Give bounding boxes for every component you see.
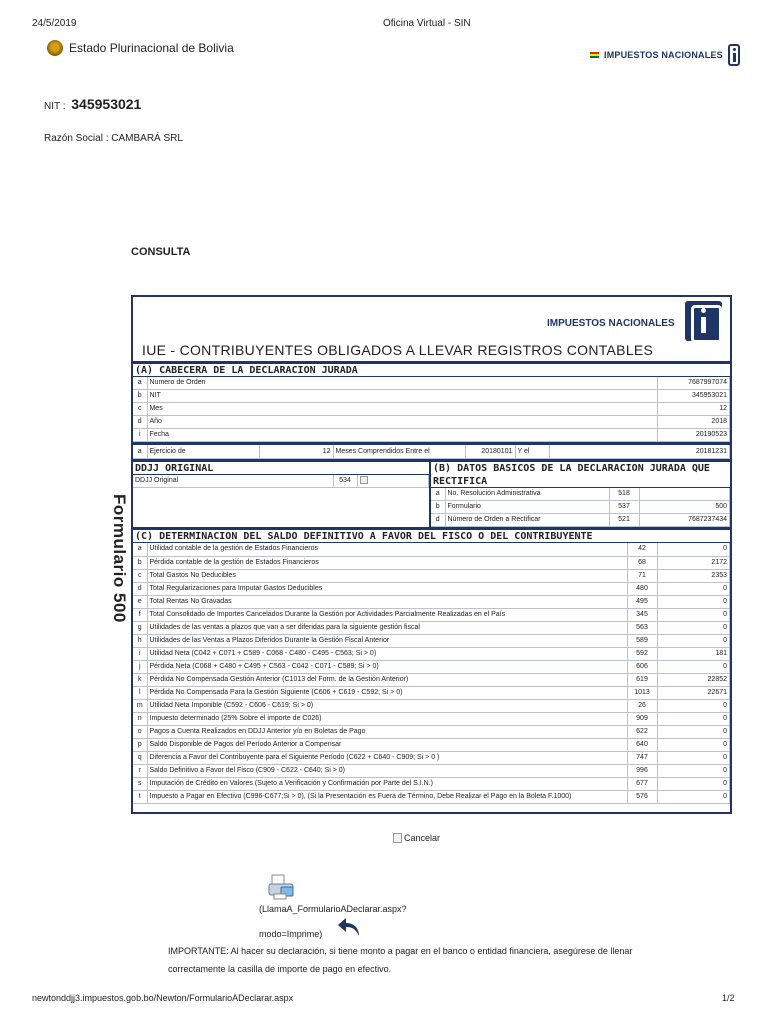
cell-value: 0	[657, 764, 730, 777]
cell-label: Pérdida contable de la gestión de Estados Financieros	[147, 556, 627, 569]
cell-label: NIT	[147, 390, 657, 403]
ejercicio-label: Ejercicio de	[147, 445, 259, 458]
cell-value: 0	[657, 543, 730, 556]
form-title: IUE - CONTRIBUYENTES OBLIGADOS A LLEVAR REGISTROS CONTABLES	[142, 342, 654, 358]
cell-value: 7687237434	[639, 514, 730, 527]
cell-code: 26	[627, 699, 657, 712]
table-row	[133, 403, 730, 416]
cell-k: i	[133, 647, 147, 660]
cell-label: Utilidades de las Ventas a Plazos Diferidos Durante la Gestión Fiscal Anterior	[147, 634, 627, 647]
cell-k: j	[133, 660, 147, 673]
cell-k: b	[431, 501, 445, 514]
cell-label: Total Consolidado de Importes Cancelados Durante la Gestión por Actividades Parcialmente Realizadas en el País	[147, 608, 627, 621]
print-link-line1[interactable]: (LlamaA_FormularioADeclarar.aspx?	[259, 904, 407, 914]
cell-value: 0	[657, 725, 730, 738]
cell-label: Utilidades de las ventas a plazos que van a ser diferidas para la siguiente gestión fiscal	[147, 621, 627, 634]
cell-value: 0	[657, 660, 730, 673]
table-row	[133, 569, 730, 582]
important-note: IMPORTANTE: Al hacer su declaración, si tiene monto a pagar en el banco o entidad financiera, asegúrese de llenar correctamente la casilla de importe de pago en efectivo.	[168, 946, 633, 974]
table-row	[133, 699, 730, 712]
table-row	[133, 725, 730, 738]
cell-value: 0	[657, 582, 730, 595]
cell-k: g	[133, 621, 147, 634]
cell-label: Utilidad Neta Imponible (C592 - C606 - C619; Si > 0)	[147, 699, 627, 712]
cell-code: 71	[627, 569, 657, 582]
state-name: Estado Plurinacional de Bolivia	[69, 41, 234, 55]
cell-code: 640	[627, 738, 657, 751]
ejercicio-key: a	[133, 445, 147, 458]
nit-label: NIT :	[44, 101, 66, 112]
ejercicio-months: 12	[259, 445, 333, 458]
cell-k: n	[133, 712, 147, 725]
cell-label: Total Rentas No Gravadas	[147, 595, 627, 608]
cell-label: No. Resolución Administrativa	[445, 488, 609, 501]
ejercicio-from: 20180101	[465, 445, 515, 458]
cell-label: Fecha	[147, 429, 657, 442]
cell-k: b	[133, 556, 147, 569]
cell-label: Formulario	[445, 501, 609, 514]
cell-k: d	[133, 416, 147, 429]
brand-name: IMPUESTOS NACIONALES	[604, 50, 723, 60]
cell-code: 518	[609, 488, 639, 501]
print-page: 1/2	[722, 993, 735, 1003]
cell-label: Diferencia a Favor del Contribuyente para el Siguiente Período (C622 + C640 - C909; Si > 0 )	[147, 751, 627, 764]
cell-k: q	[133, 751, 147, 764]
ddjj-check-cell	[357, 475, 429, 488]
table-row	[133, 582, 730, 595]
table-row	[133, 673, 730, 686]
cell-value	[639, 488, 730, 501]
table-row	[133, 764, 730, 777]
cell-code: 619	[627, 673, 657, 686]
cell-k: f	[133, 608, 147, 621]
cell-code: 909	[627, 712, 657, 725]
cell-code: 589	[627, 634, 657, 647]
cell-value: 7687997074	[657, 377, 730, 390]
cell-label: Saldo Disponible de Pagos del Período Anterior a Compensar	[147, 738, 627, 751]
cell-code: 622	[627, 725, 657, 738]
state-header	[47, 40, 234, 56]
table-row	[133, 608, 730, 621]
cell-label: Pagos a Cuenta Realizados en DDJJ Anterior y/o en Boletas de Pago	[147, 725, 627, 738]
cell-code: 42	[627, 543, 657, 556]
cell-value: 0	[657, 712, 730, 725]
cell-k: s	[133, 777, 147, 790]
brand-header	[590, 44, 740, 66]
impuestos-big-logo-icon	[685, 301, 722, 341]
razon-value: CAMBARÁ SRL	[111, 133, 183, 144]
cell-label: Pérdida No Compensada Para la Gestión Siguiente (C606 + C619 - C592; Si > 0)	[147, 686, 627, 699]
flag-icon	[590, 52, 599, 59]
ddjj-label: DDJJ Original	[133, 475, 333, 488]
cell-code: 576	[627, 790, 657, 803]
table-row	[133, 751, 730, 764]
cell-code: 537	[609, 501, 639, 514]
cell-value: 22852	[657, 673, 730, 686]
cell-k: l	[133, 686, 147, 699]
form-header	[133, 297, 730, 364]
print-title: Oficina Virtual - SIN	[383, 18, 471, 29]
cell-code: 345	[627, 608, 657, 621]
ddjj-original-checkbox[interactable]	[360, 476, 368, 484]
cell-value: 2018	[657, 416, 730, 429]
table-row	[133, 647, 730, 660]
cell-value: 0	[657, 608, 730, 621]
cell-k: t	[133, 790, 147, 803]
table-row	[133, 738, 730, 751]
cell-k: a	[133, 377, 147, 390]
cell-k: r	[133, 764, 147, 777]
cell-label: Pérdida Neta (C068 + C480 + C495 + C563 - C042 - C071 - C589; Si > 0)	[147, 660, 627, 673]
tax-form	[131, 295, 732, 814]
cell-label: Saldo Definitivo a Favor del Fisco (C909 - C622 - C640; Si > 0)	[147, 764, 627, 777]
cell-k: d	[431, 514, 445, 527]
form-side-label-text: Formulario 500	[110, 494, 129, 623]
section-title: CONSULTA	[131, 246, 191, 258]
cell-label: Impuesto a Pagar en Efectivo (C996-C677;Si > 0), (Si la Presentación es Fuera de Término, Debe Realizar el Pago en la Boleta F.1000)	[147, 790, 627, 803]
cell-code: 563	[627, 621, 657, 634]
table-row	[133, 660, 730, 673]
cell-value: 0	[657, 621, 730, 634]
cell-code: 480	[627, 582, 657, 595]
table-row	[133, 595, 730, 608]
nit-line	[44, 96, 141, 112]
table-row	[133, 777, 730, 790]
cell-label: Mes	[147, 403, 657, 416]
cell-k: h	[133, 634, 147, 647]
print-date: 24/5/2019	[32, 18, 77, 29]
cell-label: Año	[147, 416, 657, 429]
cell-code: 1013	[627, 686, 657, 699]
cell-value: 0	[657, 738, 730, 751]
razon-label: Razón Social :	[44, 133, 109, 144]
cell-k: a	[431, 488, 445, 501]
cell-label: Número de Orden a Rectificar	[445, 514, 609, 527]
cell-label: Numero de Orden	[147, 377, 657, 390]
ddjj-split	[133, 462, 730, 527]
table-row	[431, 514, 730, 527]
cell-code: 996	[627, 764, 657, 777]
cancel-label: Cancelar	[404, 833, 441, 843]
table-row	[133, 556, 730, 569]
table-row	[133, 543, 730, 556]
cell-k: d	[133, 582, 147, 595]
ejercicio-to: 20181231	[549, 445, 730, 458]
cell-k: a	[133, 543, 147, 556]
table-row	[431, 488, 730, 501]
ejercicio-row	[133, 445, 730, 458]
cell-label: Imputación de Crédito en Valores (Sujeto a Verificación y Confirmación por Parte del S.I.N.)	[147, 777, 627, 790]
cell-value: 0	[657, 751, 730, 764]
cancel-button[interactable]	[393, 833, 440, 843]
section-b-table	[431, 488, 730, 527]
cell-k: k	[133, 673, 147, 686]
table-row	[133, 686, 730, 699]
cell-value: 181	[657, 647, 730, 660]
cell-label: Total Gastos No Deducibles	[147, 569, 627, 582]
cell-value: 22671	[657, 686, 730, 699]
cell-code: 68	[627, 556, 657, 569]
ddjj-code: 534	[333, 475, 357, 488]
table-row	[133, 429, 730, 442]
form-side-label	[108, 494, 128, 644]
cell-k: c	[133, 403, 147, 416]
cell-code: 495	[627, 595, 657, 608]
print-link-line2[interactable]: modo=Imprime)	[259, 929, 323, 939]
table-row	[133, 390, 730, 403]
cell-code: 521	[609, 514, 639, 527]
razon-social-line	[44, 133, 183, 144]
print-url: newtonddjj3.impuestos.gob.bo/Newton/FormularioADeclarar.aspx	[32, 993, 294, 1003]
cell-code: 592	[627, 647, 657, 660]
cell-label: Utilidad Neta (C042 + C071 + C589 - C068 - C480 - C495 - C563; Si > 0)	[147, 647, 627, 660]
cell-k: b	[133, 390, 147, 403]
cell-value: 0	[657, 777, 730, 790]
nit-value: 345953021	[71, 96, 142, 112]
cell-value: 2172	[657, 556, 730, 569]
cell-value: 0	[657, 699, 730, 712]
cell-value: 0	[657, 634, 730, 647]
cell-k: p	[133, 738, 147, 751]
section-a-title: (A) CABECERA DE LA DECLARACION JURADA	[133, 364, 730, 377]
cell-label: Pérdida No Compensada Gestión Anterior (C1013 del Form. de la Gestión Anterior)	[147, 673, 627, 686]
ddjj-title: DDJJ ORIGINAL	[133, 462, 429, 475]
section-b-block	[431, 462, 730, 527]
cell-code: 677	[627, 777, 657, 790]
section-c-table	[133, 543, 730, 803]
cell-value: 12	[657, 403, 730, 416]
table-row	[133, 416, 730, 429]
ddjj-row	[133, 475, 429, 488]
cell-value: 20190523	[657, 429, 730, 442]
cell-k: e	[133, 595, 147, 608]
cell-k: o	[133, 725, 147, 738]
section-b-title: (B) DATOS BASICOS DE LA DECLARACION JURADA QUE RECTIFICA	[431, 462, 730, 488]
cell-k: c	[133, 569, 147, 582]
ejercicio-between: Meses Comprendidos Entre el	[333, 445, 465, 458]
ejercicio-table	[133, 445, 730, 458]
table-row	[133, 712, 730, 725]
cell-value: 500	[639, 501, 730, 514]
cell-code: 606	[627, 660, 657, 673]
section-a-table	[133, 377, 730, 442]
cell-value: 0	[657, 595, 730, 608]
ejercicio-and: Y el	[515, 445, 549, 458]
table-row	[431, 501, 730, 514]
cell-value: 345953021	[657, 390, 730, 403]
table-row	[133, 377, 730, 390]
table-row	[133, 634, 730, 647]
form-brand: IMPUESTOS NACIONALES	[547, 318, 675, 329]
ddjj-original-block	[133, 462, 431, 527]
back-arrow-icon[interactable]	[336, 916, 362, 938]
coat-of-arms-icon	[47, 40, 63, 56]
cell-k: i	[133, 429, 147, 442]
cell-label: Total Regularizaciones para Imputar Gastos Deducibles	[147, 582, 627, 595]
cell-label: Utilidad contable de la gestión de Estados Financieros	[147, 543, 627, 556]
cell-k: m	[133, 699, 147, 712]
broken-image-icon	[393, 833, 402, 843]
cell-code: 747	[627, 751, 657, 764]
impuestos-logo-icon	[728, 44, 740, 66]
ddjj-table	[133, 475, 429, 488]
logo-dot	[701, 308, 706, 313]
section-c-title: (C) DETERMINACION DEL SALDO DEFINITIVO A FAVOR DEL FISCO O DEL CONTRIBUYENTE	[133, 530, 730, 543]
printer-icon[interactable]	[267, 872, 297, 902]
table-row	[133, 790, 730, 803]
cell-value: 2353	[657, 569, 730, 582]
table-row	[133, 621, 730, 634]
cell-value: 0	[657, 790, 730, 803]
cell-label: Impuesto determinado (25% Sobre el importe de C026)	[147, 712, 627, 725]
